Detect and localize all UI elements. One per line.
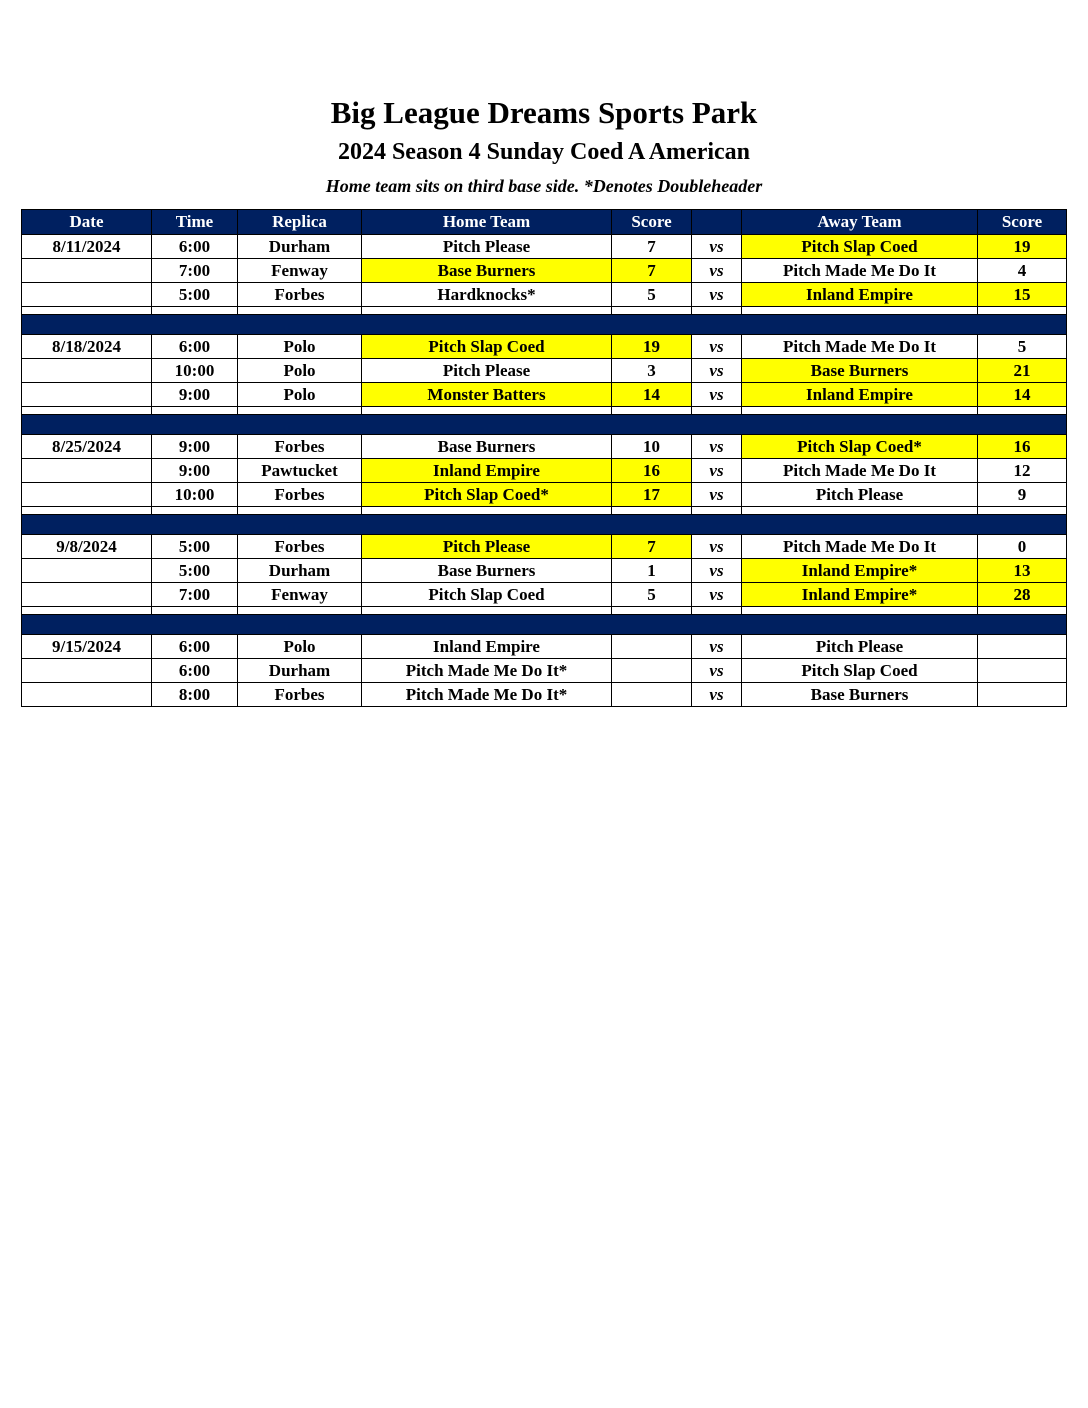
date-cell: 8/25/2024 bbox=[22, 435, 152, 459]
home-score-cell: 5 bbox=[612, 283, 692, 307]
schedule-row bbox=[22, 235, 1067, 259]
replica-cell: Forbes bbox=[238, 435, 362, 459]
away-team-cell: Inland Empire bbox=[742, 383, 978, 407]
schedule-row bbox=[22, 559, 1067, 583]
date-cell bbox=[22, 283, 152, 307]
vs-cell: vs bbox=[692, 559, 742, 583]
separator-cell bbox=[22, 415, 1067, 435]
time-cell: 6:00 bbox=[152, 335, 238, 359]
spacer-cell bbox=[22, 607, 152, 615]
header-date: Date bbox=[22, 210, 152, 235]
table-header-row bbox=[22, 210, 1067, 235]
home-score-cell: 16 bbox=[612, 459, 692, 483]
vs-cell: vs bbox=[692, 483, 742, 507]
replica-cell: Pawtucket bbox=[238, 459, 362, 483]
home-score-cell: 5 bbox=[612, 583, 692, 607]
schedule-row bbox=[22, 259, 1067, 283]
away-score-cell bbox=[978, 683, 1067, 707]
home-team-cell: Pitch Slap Coed* bbox=[362, 483, 612, 507]
schedule-row bbox=[22, 483, 1067, 507]
away-score-cell: 4 bbox=[978, 259, 1067, 283]
vs-cell: vs bbox=[692, 635, 742, 659]
date-cell bbox=[22, 659, 152, 683]
replica-cell: Fenway bbox=[238, 259, 362, 283]
replica-cell: Forbes bbox=[238, 283, 362, 307]
spacer-row bbox=[22, 607, 1067, 615]
spacer-row bbox=[22, 307, 1067, 315]
page-title: Big League Dreams Sports Park bbox=[330, 95, 758, 130]
home-team-cell: Base Burners bbox=[362, 259, 612, 283]
away-score-cell: 12 bbox=[978, 459, 1067, 483]
spacer-cell bbox=[742, 607, 978, 615]
time-cell: 5:00 bbox=[152, 559, 238, 583]
away-score-cell bbox=[978, 659, 1067, 683]
schedule-row bbox=[22, 359, 1067, 383]
spacer-cell bbox=[692, 507, 742, 515]
time-cell: 9:00 bbox=[152, 383, 238, 407]
spacer-cell bbox=[978, 607, 1067, 615]
home-team-cell: Pitch Made Me Do It* bbox=[362, 659, 612, 683]
spacer-row bbox=[22, 407, 1067, 415]
spacer-cell bbox=[612, 607, 692, 615]
schedule-row bbox=[22, 535, 1067, 559]
home-score-cell: 7 bbox=[612, 259, 692, 283]
time-cell: 10:00 bbox=[152, 359, 238, 383]
time-cell: 9:00 bbox=[152, 459, 238, 483]
group-separator-row bbox=[22, 315, 1067, 335]
spacer-cell bbox=[238, 607, 362, 615]
spacer-cell bbox=[152, 507, 238, 515]
spacer-cell bbox=[238, 507, 362, 515]
spacer-cell bbox=[978, 307, 1067, 315]
home-team-cell: Base Burners bbox=[362, 435, 612, 459]
time-cell: 10:00 bbox=[152, 483, 238, 507]
schedule-row bbox=[22, 635, 1067, 659]
spacer-cell bbox=[238, 407, 362, 415]
away-team-cell: Base Burners bbox=[742, 683, 978, 707]
away-team-cell: Pitch Made Me Do It bbox=[742, 459, 978, 483]
away-team-cell: Inland Empire* bbox=[742, 583, 978, 607]
replica-cell: Polo bbox=[238, 635, 362, 659]
home-team-cell: Pitch Please bbox=[362, 235, 612, 259]
spacer-cell bbox=[978, 507, 1067, 515]
home-team-cell: Inland Empire bbox=[362, 459, 612, 483]
date-cell: 8/11/2024 bbox=[22, 235, 152, 259]
spacer-cell bbox=[612, 307, 692, 315]
vs-cell: vs bbox=[692, 335, 742, 359]
schedule-row bbox=[22, 659, 1067, 683]
home-score-cell: 17 bbox=[612, 483, 692, 507]
home-team-cell: Pitch Slap Coed bbox=[362, 335, 612, 359]
home-score-cell: 14 bbox=[612, 383, 692, 407]
schedule-row bbox=[22, 283, 1067, 307]
header-away-score: Score bbox=[978, 210, 1067, 235]
spacer-cell bbox=[22, 407, 152, 415]
group-separator-row bbox=[22, 415, 1067, 435]
away-team-cell: Inland Empire bbox=[742, 283, 978, 307]
separator-cell bbox=[22, 615, 1067, 635]
away-score-cell: 0 bbox=[978, 535, 1067, 559]
date-cell bbox=[22, 383, 152, 407]
time-cell: 5:00 bbox=[152, 283, 238, 307]
home-score-cell: 7 bbox=[612, 235, 692, 259]
group-separator-row bbox=[22, 615, 1067, 635]
home-team-cell: Monster Batters bbox=[362, 383, 612, 407]
date-cell: 8/18/2024 bbox=[22, 335, 152, 359]
home-team-cell: Inland Empire bbox=[362, 635, 612, 659]
replica-cell: Durham bbox=[238, 659, 362, 683]
time-cell: 6:00 bbox=[152, 235, 238, 259]
spacer-cell bbox=[362, 307, 612, 315]
vs-cell: vs bbox=[692, 283, 742, 307]
schedule-row bbox=[22, 683, 1067, 707]
separator-cell bbox=[22, 315, 1067, 335]
replica-cell: Forbes bbox=[238, 535, 362, 559]
header-replica: Replica bbox=[238, 210, 362, 235]
replica-cell: Durham bbox=[238, 235, 362, 259]
header-home-score: Score bbox=[612, 210, 692, 235]
home-team-cell: Pitch Made Me Do It* bbox=[362, 683, 612, 707]
vs-cell: vs bbox=[692, 683, 742, 707]
spacer-cell bbox=[152, 307, 238, 315]
spacer-cell bbox=[152, 607, 238, 615]
time-cell: 7:00 bbox=[152, 583, 238, 607]
vs-cell: vs bbox=[692, 359, 742, 383]
away-team-cell: Pitch Made Me Do It bbox=[742, 259, 978, 283]
schedule-row bbox=[22, 459, 1067, 483]
page-subtitle: 2024 Season 4 Sunday Coed A American bbox=[337, 139, 751, 166]
vs-cell: vs bbox=[692, 435, 742, 459]
schedule-row bbox=[22, 335, 1067, 359]
time-cell: 5:00 bbox=[152, 535, 238, 559]
home-team-cell: Pitch Please bbox=[362, 359, 612, 383]
header-time: Time bbox=[152, 210, 238, 235]
date-cell bbox=[22, 559, 152, 583]
away-score-cell: 19 bbox=[978, 235, 1067, 259]
spacer-cell bbox=[742, 307, 978, 315]
header-away-team: Away Team bbox=[742, 210, 978, 235]
away-team-cell: Pitch Made Me Do It bbox=[742, 535, 978, 559]
replica-cell: Forbes bbox=[238, 483, 362, 507]
schedule-row bbox=[22, 383, 1067, 407]
spacer-cell bbox=[612, 507, 692, 515]
spacer-cell bbox=[742, 407, 978, 415]
home-score-cell bbox=[612, 683, 692, 707]
spacer-cell bbox=[22, 507, 152, 515]
replica-cell: Polo bbox=[238, 335, 362, 359]
away-team-cell: Inland Empire* bbox=[742, 559, 978, 583]
date-cell: 9/15/2024 bbox=[22, 635, 152, 659]
time-cell: 8:00 bbox=[152, 683, 238, 707]
spacer-cell bbox=[692, 407, 742, 415]
header-home-team: Home Team bbox=[362, 210, 612, 235]
away-team-cell: Pitch Please bbox=[742, 483, 978, 507]
vs-cell: vs bbox=[692, 583, 742, 607]
replica-cell: Forbes bbox=[238, 683, 362, 707]
home-score-cell bbox=[612, 635, 692, 659]
vs-cell: vs bbox=[692, 459, 742, 483]
home-score-cell: 3 bbox=[612, 359, 692, 383]
away-score-cell: 21 bbox=[978, 359, 1067, 383]
away-score-cell: 9 bbox=[978, 483, 1067, 507]
date-cell: 9/8/2024 bbox=[22, 535, 152, 559]
away-score-cell: 16 bbox=[978, 435, 1067, 459]
spacer-row bbox=[22, 507, 1067, 515]
home-score-cell: 10 bbox=[612, 435, 692, 459]
date-cell bbox=[22, 483, 152, 507]
home-team-cell: Hardknocks* bbox=[362, 283, 612, 307]
replica-cell: Polo bbox=[238, 359, 362, 383]
group-separator-row bbox=[22, 515, 1067, 535]
date-cell bbox=[22, 459, 152, 483]
away-score-cell: 15 bbox=[978, 283, 1067, 307]
schedule-row bbox=[22, 435, 1067, 459]
replica-cell: Fenway bbox=[238, 583, 362, 607]
spacer-cell bbox=[238, 307, 362, 315]
spacer-cell bbox=[362, 407, 612, 415]
spacer-cell bbox=[692, 307, 742, 315]
away-score-cell: 28 bbox=[978, 583, 1067, 607]
time-cell: 7:00 bbox=[152, 259, 238, 283]
home-team-cell: Pitch Slap Coed bbox=[362, 583, 612, 607]
replica-cell: Polo bbox=[238, 383, 362, 407]
schedule-row bbox=[22, 583, 1067, 607]
home-team-cell: Pitch Please bbox=[362, 535, 612, 559]
vs-cell: vs bbox=[692, 383, 742, 407]
vs-cell: vs bbox=[692, 535, 742, 559]
spacer-cell bbox=[692, 607, 742, 615]
home-score-cell: 7 bbox=[612, 535, 692, 559]
away-team-cell: Base Burners bbox=[742, 359, 978, 383]
spacer-cell bbox=[362, 607, 612, 615]
away-score-cell: 14 bbox=[978, 383, 1067, 407]
away-score-cell: 5 bbox=[978, 335, 1067, 359]
spacer-cell bbox=[362, 507, 612, 515]
home-score-cell: 1 bbox=[612, 559, 692, 583]
away-team-cell: Pitch Slap Coed* bbox=[742, 435, 978, 459]
date-cell bbox=[22, 583, 152, 607]
away-team-cell: Pitch Made Me Do It bbox=[742, 335, 978, 359]
spacer-cell bbox=[152, 407, 238, 415]
spacer-cell bbox=[742, 507, 978, 515]
vs-cell: vs bbox=[692, 259, 742, 283]
home-score-cell: 19 bbox=[612, 335, 692, 359]
vs-cell: vs bbox=[692, 235, 742, 259]
away-team-cell: Pitch Slap Coed bbox=[742, 659, 978, 683]
time-cell: 9:00 bbox=[152, 435, 238, 459]
time-cell: 6:00 bbox=[152, 659, 238, 683]
replica-cell: Durham bbox=[238, 559, 362, 583]
home-team-cell: Base Burners bbox=[362, 559, 612, 583]
date-cell bbox=[22, 359, 152, 383]
home-score-cell bbox=[612, 659, 692, 683]
spacer-cell bbox=[612, 407, 692, 415]
spacer-cell bbox=[978, 407, 1067, 415]
date-cell bbox=[22, 683, 152, 707]
away-score-cell bbox=[978, 635, 1067, 659]
header-vs bbox=[692, 210, 742, 235]
schedule-table bbox=[21, 209, 1067, 707]
spacer-cell bbox=[22, 307, 152, 315]
separator-cell bbox=[22, 515, 1067, 535]
date-cell bbox=[22, 259, 152, 283]
away-score-cell: 13 bbox=[978, 559, 1067, 583]
vs-cell: vs bbox=[692, 659, 742, 683]
page-note: Home team sits on third base side. *Denotes Doubleheader bbox=[325, 176, 763, 197]
away-team-cell: Pitch Slap Coed bbox=[742, 235, 978, 259]
time-cell: 6:00 bbox=[152, 635, 238, 659]
away-team-cell: Pitch Please bbox=[742, 635, 978, 659]
